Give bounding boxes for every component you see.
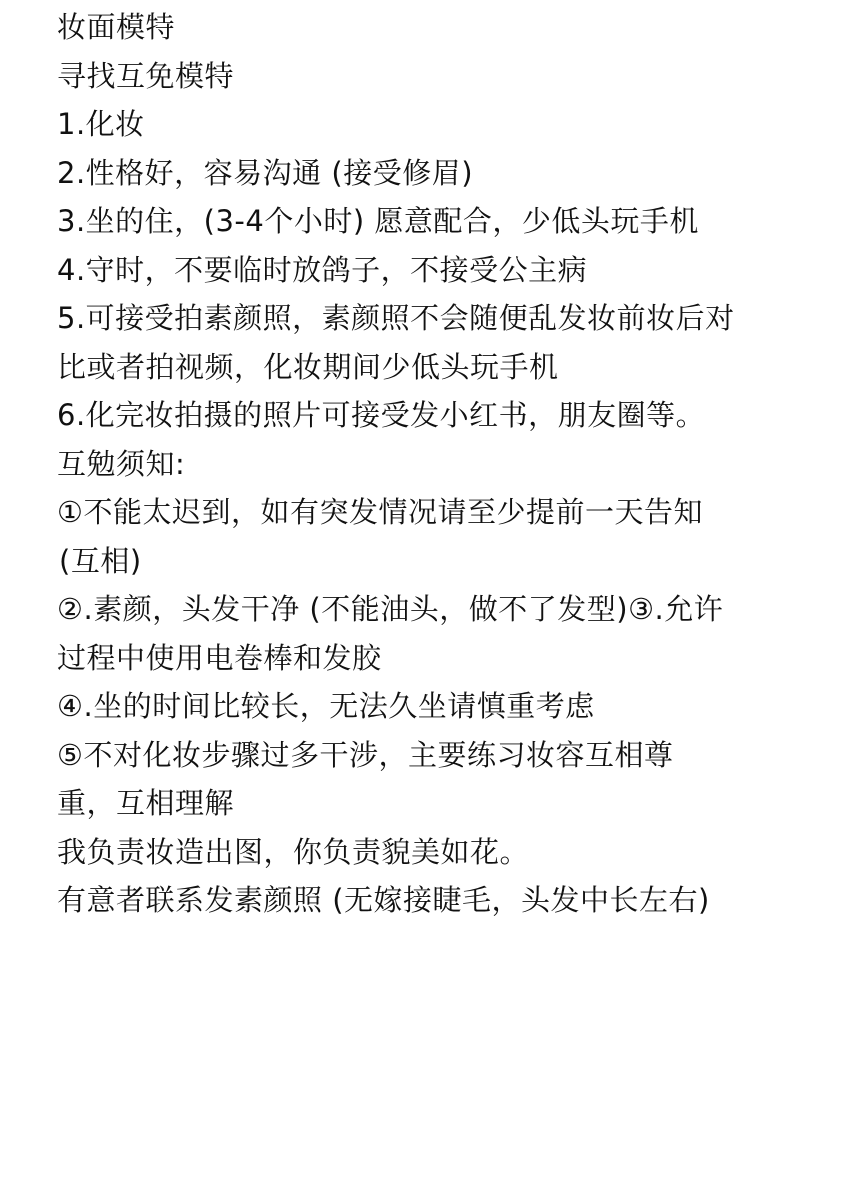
note-line: 寻找互免模特 xyxy=(57,58,235,93)
note-line: ④.坐的时间比较长，无法久坐请慎重考虑 xyxy=(57,689,595,723)
note-line: ②.素颜，头发干净 (不能油头，做不了发型)③.允许 xyxy=(57,592,724,626)
note-line: 6.化完妆拍摄的照片可接受发小红书，朋友圈等。 xyxy=(57,398,706,432)
note-line: 1.化妆 xyxy=(57,107,145,141)
note-line: 3.坐的住，(3-4个小时) 愿意配合，少低头玩手机 xyxy=(57,204,699,238)
note-line: 重，互相理解 xyxy=(57,786,235,820)
note-title: 妆面模特 xyxy=(57,10,176,44)
note-text-body xyxy=(57,0,827,925)
note-line: (互相) xyxy=(59,543,142,578)
note-line: 我负责妆造出图，你负责貌美如花。 xyxy=(57,834,530,869)
note-line: 4.守时，不要临时放鸽子，不接受公主病 xyxy=(57,252,588,287)
note-line: 5.可接受拍素颜照，素颜照不会随便乱发妆前妆后对 xyxy=(57,301,735,335)
note-line: ①不能太迟到，如有突发情况请至少提前一天告知 xyxy=(57,495,703,529)
note-heading: 互勉须知: xyxy=(57,446,186,481)
note-line: 过程中使用电卷棒和发胶 xyxy=(57,640,382,675)
note-line: 2.性格好，容易沟通 (接受修眉) xyxy=(57,155,474,190)
note-line: 比或者拍视频，化妆期间少低头玩手机 xyxy=(57,349,559,384)
note-line: 有意者联系发素颜照 (无嫁接睫毛，头发中长左右) xyxy=(57,883,710,917)
note-line: ⑤不对化妆步骤过多干涉，主要练习妆容互相尊 xyxy=(57,737,674,772)
